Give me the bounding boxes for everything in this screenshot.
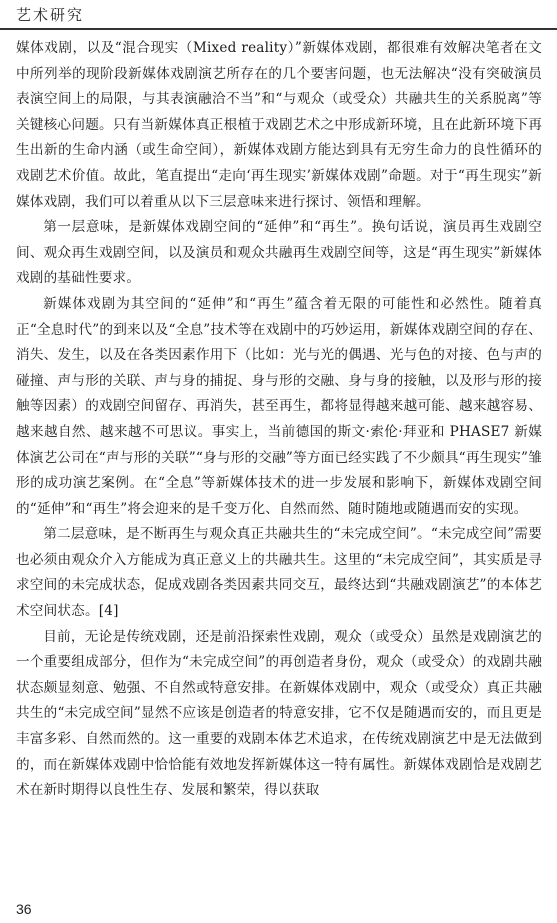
body-text [16,36,542,804]
paragraph-first-meaning: 第一层意味，是新媒体戏剧空间的“延伸”和“再生”。换句话说，演员再生戏剧空间、观众再生戏剧空间，以及演员和观众共融再生戏剧空间等，这是“再生现实”新媒体戏剧的基础性要求。 [16,219,542,287]
paragraph-continued: 媒体戏剧，以及“混合现实（Mixed reality）”新媒体戏剧，都很难有效解决笔者在文中所列举的现阶段新媒体戏剧演艺所存在的几个要害问题，也无法解决“没有突破演员表演空间上的局限，与其表演融洽不当”和“与观众（或受众）共融共生的关系脱离”等关键核心问题。只有当新媒体真正根植于戏剧艺术之中形成新环境，且在此新环境下再生出新的生命内涵（或生命空间），新媒体戏剧方能达到具有无穷生命力的良性循环的戏剧艺术价值。故此，笔直提出“走向‘再生现实’新媒体戏剧”命题。对于“再生现实”新媒体戏剧，我们可以着重从以下三层意味来进行探讨、领悟和理解。 [16,40,542,210]
header-divider [0,28,557,30]
paragraph-second-meaning: 第二层意味，是不断再生与观众真正共融共生的“未完成空间”。“未完成空间”需要也必须由观众介入方能成为真正意义上的共融共生。这里的“未完成空间”，其实质是寻求空间的未完成状态，促成戏剧各类因素共同交互，最终达到“共融戏剧演艺”的本体艺术空间状态。[4] [16,526,542,620]
page-number: 36 [16,901,32,917]
paragraph-space-extension: 新媒体戏剧为其空间的“延伸”和“再生”蕴含着无限的可能性和必然性。随着真正“全息时代”的到来以及“全息”技术等在戏剧中的巧妙运用，新媒体戏剧空间的存在、消失、发生，以及在各类因素作用下（比如：光与光的偶遇、光与色的对接、色与声的碰撞、声与形的关联、声与身的捕捉、身与形的交融、身与身的接触，以及形与形的接触等因素）的戏剧空间留存、再消失，甚至再生，都将显得越来越可能、越来越容易、越来越自然、越来越不可思议。事实上，当前德国的斯文·索伦·拜亚和 PHASE7 新媒体演艺公司在“声与形的关联”“身与形的交融”等方面已经实践了不少颇具“再生现实”雏形的成功演艺案例。在“全息”等新媒体技术的进一步发展和影响下，新媒体戏剧空间的“延伸”和“再生”将会迎来的是千变万化、自然而然、随时随地或随遇而安的实现。 [16,295,542,517]
running-header: 艺术研究 [16,6,85,24]
paragraph-audience: 目前，无论是传统戏剧，还是前沿探索性戏剧，观众（或受众）虽然是戏剧演艺的一个重要组成部分，但作为“未完成空间”的再创造者身份，观众（或受众）的戏剧共融状态颇显刻意、勉强、不自然或特意安排。在新媒体戏剧中，观众（或受众）真正共融共生的“未完成空间”显然不应该是创造者的特意安排，它不仅是随遇而安的，而且更是丰富多彩、自然而然的。这一重要的戏剧本体艺术追求，在传统戏剧演艺中是无法做到的，而在新媒体戏剧中恰恰能有效地发挥新媒体这一特有属性。新媒体戏剧恰是戏剧艺术在新时期得以良性生存、发展和繁荣，得以获取 [16,628,542,799]
